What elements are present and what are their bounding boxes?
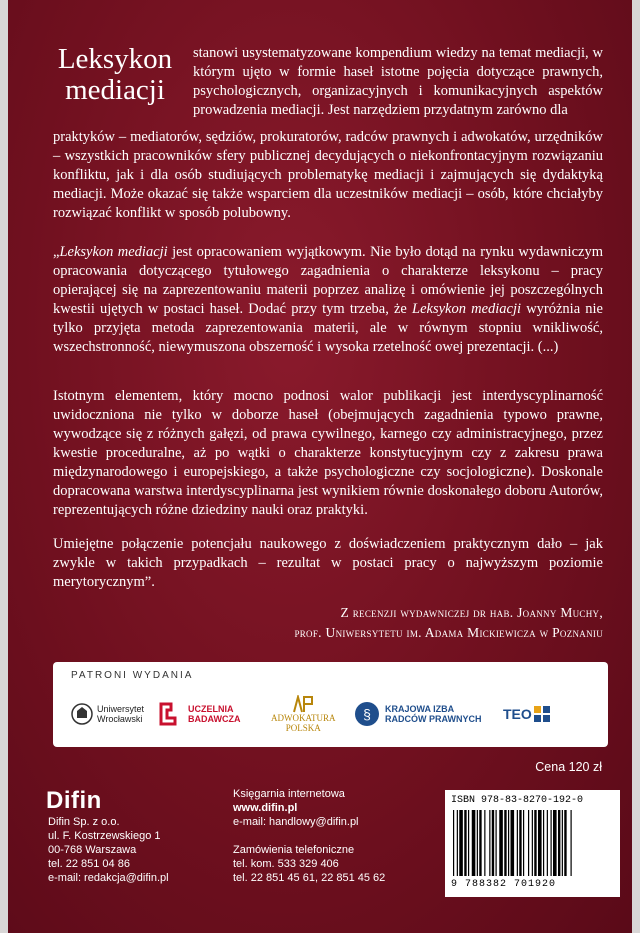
publisher-logo: Difin bbox=[46, 787, 102, 814]
quote-open: „ bbox=[53, 244, 60, 260]
intro-text-rest: praktyków – mediatorów, sędziów, prokuratorów, radców prawnych i adwokatów, urzędników – wszystkich pracowników sfery publicznej decydujących o niekonfrontacyjnym rozwiązaniu konfliktu, jak i dla osób studiujących problematykę mediacji i zajmujących się dydaktyką mediacji. Może okazać się także wsparciem dla uczestników mediacji – osób, które chciałyby rozwiązać konflikt w sposób polubowny. bbox=[53, 129, 603, 221]
isbn-barcode-box bbox=[445, 790, 620, 897]
ub-line-1: UCZELNIA bbox=[188, 704, 234, 714]
uwr-emblem-icon bbox=[71, 702, 93, 726]
svg-text:§: § bbox=[363, 706, 371, 722]
online-shop bbox=[233, 787, 359, 829]
publisher-email: e-mail: redakcja@difin.pl bbox=[48, 872, 169, 884]
publisher-tel: tel. 22 851 04 86 bbox=[48, 858, 130, 870]
teo-text: TEO bbox=[503, 706, 532, 722]
kirp-emblem-icon bbox=[353, 700, 381, 728]
quote-text-1c: wyróżnia nie tylko przyjęta metoda zaprezentowania materii, ale w równym stopniu wnikliwość, wszechstronność, niewymuszona obszerność i wysoka rzetelność owej prezentacji. (...) bbox=[53, 301, 603, 355]
quote-text-1b: jest opracowaniem wyjątkowym. Nie było dotąd na rynku wydawniczym opracowania dotyczącego tytułowego zagadnienia o charakterze leksykonu – pracy opierającej się na zaprezentowaniu materii poprzez analizę i omówienie jej poszczególnych kwestii ujętych w postaci haseł. Dodać przy tym trzeba, że bbox=[53, 244, 603, 317]
review-line-1: Z recenzji wydawniczej dr hab. Joanny Muchy, bbox=[340, 605, 603, 620]
publisher-street: ul. F. Kostrzewskiego 1 bbox=[48, 830, 161, 842]
shop-title: Księgarnia internetowa bbox=[233, 788, 345, 800]
shop-url: www.difin.pl bbox=[233, 802, 298, 814]
kirp-line-2: RADCÓW PRAWNYCH bbox=[385, 714, 482, 724]
barcode-icon bbox=[451, 810, 614, 878]
book-back-cover bbox=[8, 0, 632, 933]
teo-logo bbox=[503, 690, 550, 738]
publisher-address bbox=[48, 815, 169, 885]
uczelnia-badawcza-logo bbox=[158, 690, 241, 738]
kirp-line-1: KRAJOWA IZBA bbox=[385, 704, 455, 714]
ub-line-2: BADAWCZA bbox=[188, 714, 241, 724]
title-line-1: Leksykon bbox=[57, 43, 173, 75]
patrons-title: PATRONI WYDANIA bbox=[71, 670, 194, 681]
isbn-number: ISBN 978-83-8270-192-0 bbox=[451, 795, 584, 806]
book-title bbox=[40, 44, 190, 106]
quote-paragraph-2: Istotnym elementem, który mocno podnosi walor publikacji jest interdyscyplinarność uwidoczniona nie tylko w doborze haseł (obejmujących zagadnienia typowo prawne, wywodzące się z różnych gałęzi, od prawa cywilnego, karnego czy administracyjnego, przez kwestie proceduralne, aż po wątki o charakterze konstytucyjnym czy z zakresu prawa międzynarodowego i europejskiego, a także psychologiczne czy socjologiczne). Doskonale dopracowana warstwa interdyscyplinarna jest wynikiem równie doskonałego doboru Autorów, reprezentujących różne dziedziny nauki oraz praktyki. bbox=[53, 388, 603, 518]
ean-number: 9 788382 701920 bbox=[451, 879, 557, 890]
intro-text-first: stanowi usystematyzowane kompendium wiedzy na temat mediacji, w którym ujęto w formie haseł istotne pojęcia dotyczące prawnych, psychologicznych, organizacyjnych i komunikacyjnych aspektów prowadzenia mediacji. Jest narzędziem przydatnym zarówno dla bbox=[193, 45, 603, 118]
patrons-box bbox=[53, 662, 608, 747]
orders-title: Zamówienia telefoniczne bbox=[233, 844, 355, 856]
uczelnia-badawcza-icon bbox=[158, 701, 184, 727]
review-attribution bbox=[53, 603, 603, 643]
quote-italic-title-2: Leksykon mediacji bbox=[412, 301, 522, 317]
kirp-logo bbox=[353, 690, 482, 738]
orders-mobile: tel. kom. 533 329 406 bbox=[233, 858, 339, 870]
adw-line-2: POLSKA bbox=[285, 723, 321, 733]
uwr-logo bbox=[71, 690, 144, 738]
phone-orders bbox=[233, 843, 385, 885]
title-line-2: mediacji bbox=[65, 74, 165, 106]
uwr-line-1: Uniwersytet bbox=[97, 704, 145, 714]
adwokatura-logo bbox=[271, 690, 336, 738]
price: Cena 120 zł bbox=[535, 760, 602, 774]
publisher-name: Difin Sp. z o.o. bbox=[48, 816, 120, 828]
quote-paragraph-1 bbox=[53, 243, 603, 357]
quote-paragraph-3: Umiejętne połączenie potencjału naukowego z doświadczeniem praktycznym dało – jak zwykle w takich przypadkach – rezultat w postaci pracy o najwyższym poziomie merytorycznym”. bbox=[53, 536, 603, 590]
review-line-2: prof. Uniwersytetu im. Adama Mickiewicza w Poznaniu bbox=[294, 625, 603, 640]
shop-email: e-mail: handlowy@difin.pl bbox=[233, 816, 359, 828]
teo-squares-icon bbox=[534, 706, 550, 722]
uwr-line-2: Wrocławski bbox=[97, 714, 143, 724]
publisher-city: 00-768 Warszawa bbox=[48, 844, 137, 856]
orders-tel: tel. 22 851 45 61, 22 851 45 62 bbox=[233, 872, 386, 884]
quote-italic-title-1: Leksykon mediacji bbox=[59, 244, 168, 260]
adwokatura-emblem-icon bbox=[292, 695, 314, 713]
adw-line-1: ADWOKATURA bbox=[271, 713, 336, 723]
